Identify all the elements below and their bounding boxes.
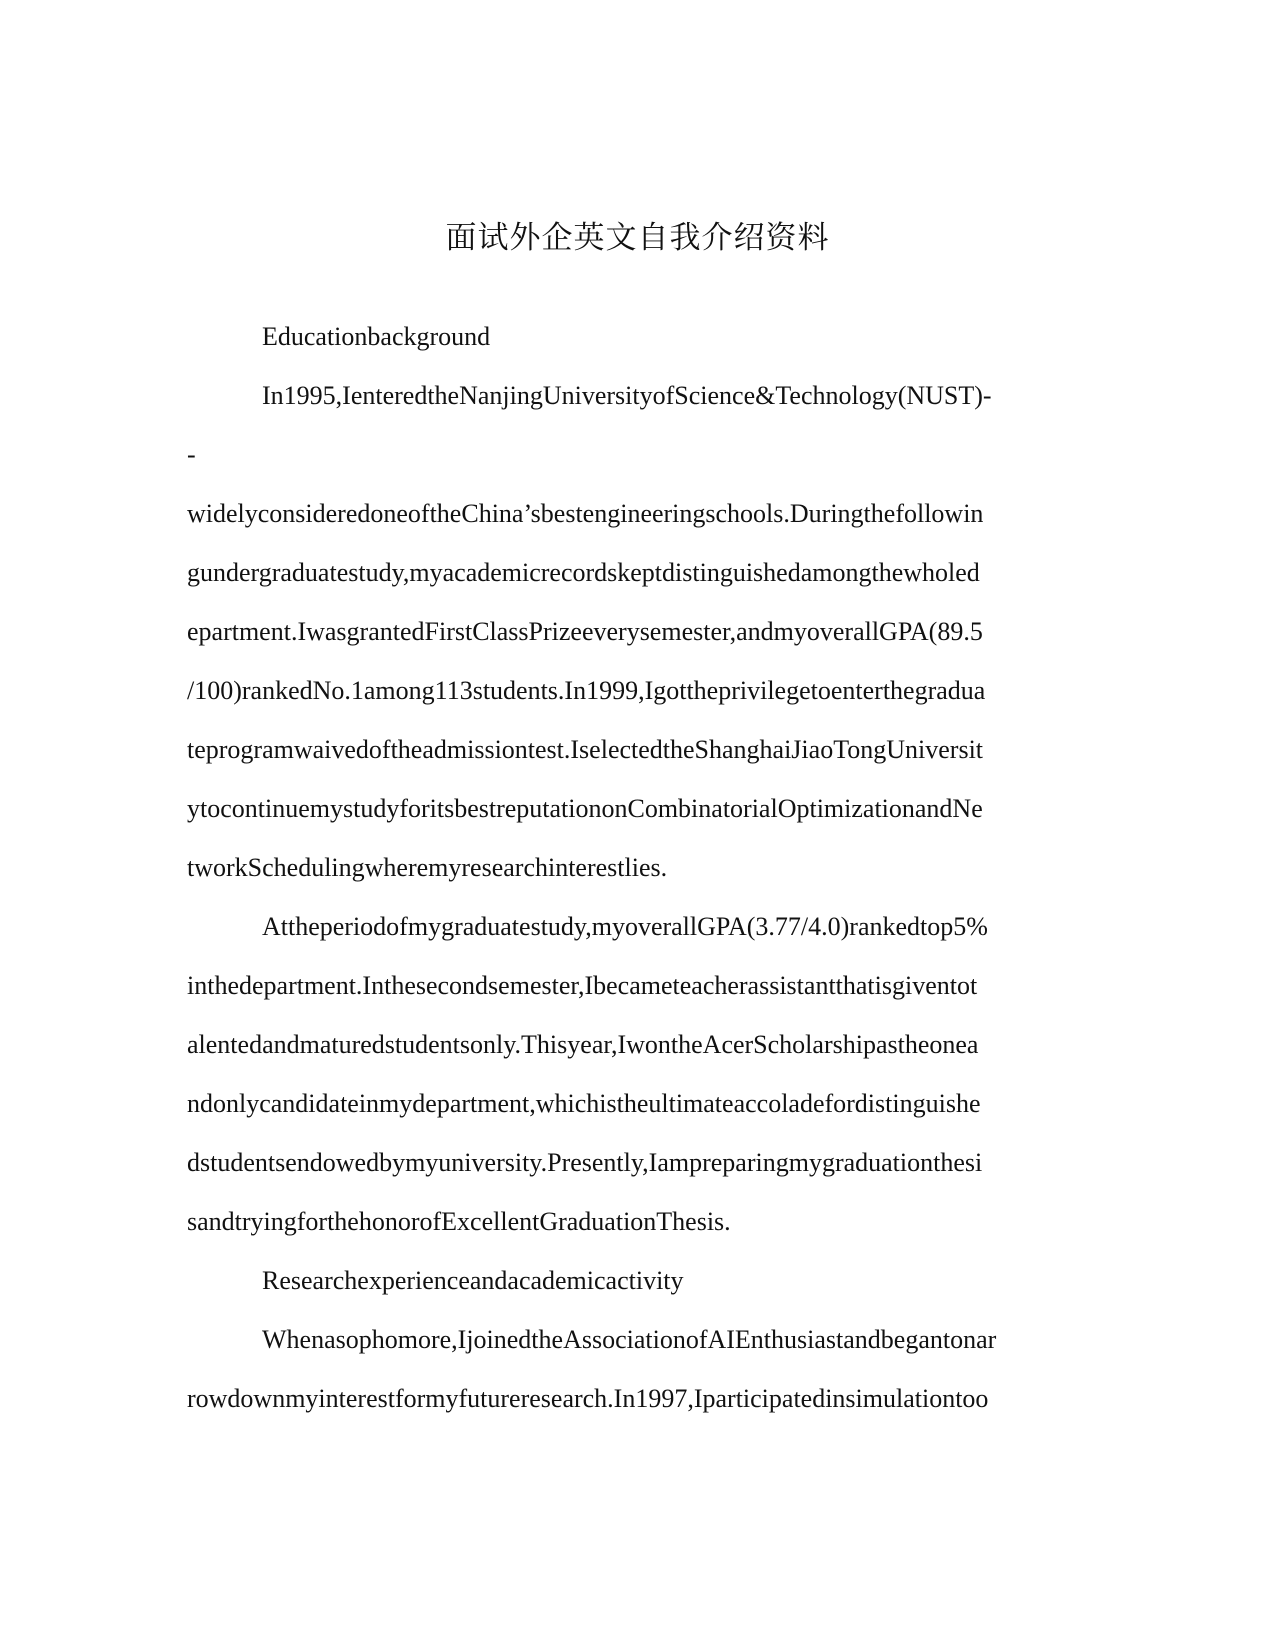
section-heading-research: Researchexperienceandacademicactivity [262,1266,684,1295]
paragraph-line: epartment.IwasgrantedFirstClassPrizeeverysemester,andmyoverallGPA(89.5 [187,617,983,646]
paragraph-line: ytocontinuemystudyforitsbestreputationonCombinatorialOptimizationandNe [187,794,983,823]
paragraph-line: rowdownmyinterestformyfutureresearch.In1997,Iparticipatedinsimulationtoo [187,1384,989,1413]
paragraph-line: alentedandmaturedstudentsonly.Thisyear,IwontheAcerScholarshipastheonea [187,1030,979,1059]
paragraph-line: inthedepartment.Inthesecondsemester,Ibecameteacherassistantthatisgiventot [187,971,978,1000]
paragraph-line: In1995,IenteredtheNanjingUniversityofScience&Technology(NUST)- [262,381,992,410]
paragraph-line: dstudentsendowedbymyuniversity.Presently,Iampreparingmygraduationthesi [187,1148,983,1177]
section-heading-education: Educationbackground [262,322,491,351]
paragraph-line: Attheperiodofmygraduatestudy,myoverallGPA(3.77/4.0)rankedtop5% [262,912,988,941]
paragraph-line: /100)rankedNo.1among113students.In1999,Igottheprivilegetoenterthegradua [187,676,986,705]
document-title: 面试外企英文自我介绍资料 [445,220,830,256]
paragraph-line: teprogramwaivedoftheadmissiontest.IselectedtheShanghaiJiaoTongUniversit [187,735,984,764]
paragraph-line: - [187,440,196,469]
paragraph-line: widelyconsideredoneoftheChina’sbestengineeringschools.Duringthefollowin [187,499,984,528]
paragraph-line: ndonlycandidateinmydepartment,whichistheultimateaccoladefordistinguishe [187,1089,981,1118]
paragraph-line: tworkSchedulingwheremyresearchinterestlies. [187,853,668,882]
paragraph-line: sandtryingforthehonorofExcellentGraduationThesis. [187,1207,731,1236]
paragraph-line: gundergraduatestudy,myacademicrecordskeptdistinguishedamongthewholed [187,558,980,587]
paragraph-line: Whenasophomore,IjoinedtheAssociationofAIEnthusiastandbegantonar [262,1325,997,1354]
